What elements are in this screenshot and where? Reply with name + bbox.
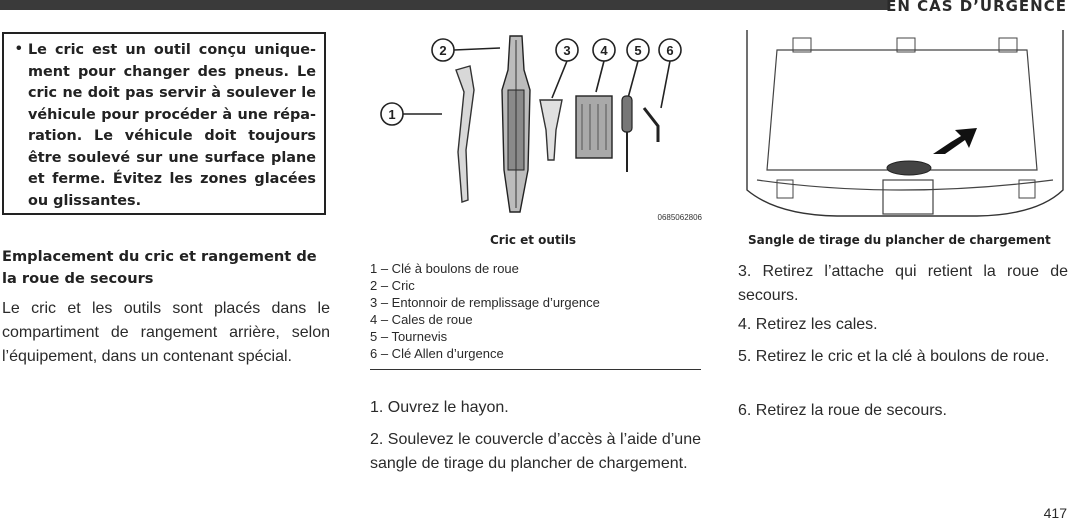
section-paragraph: Le cric et les outils sont placés dans le compartiment de rangement arrière, selon l’équipement, dans un contenant spécial.: [2, 300, 330, 365]
section-title: EN CAS D’URGENCE: [886, 0, 1067, 15]
callout-3: 3: [563, 43, 571, 58]
jack-tools-illustration: [370, 30, 704, 226]
legend-item: 2 – Cric: [370, 278, 415, 293]
figure2-caption: Sangle de tirage du plancher de chargement: [748, 233, 1051, 247]
callout-2: 2: [439, 43, 447, 58]
legend-item: 6 – Clé Allen d’urgence: [370, 346, 504, 361]
callout-5: 5: [634, 43, 642, 58]
legend-item: 5 – Tournevis: [370, 329, 448, 344]
divider: [370, 369, 701, 370]
figure-code: 0685062806: [657, 213, 702, 222]
figure1-caption: Cric et outils: [490, 233, 577, 247]
cargo-floor-illustration: [737, 30, 1071, 220]
callout-4: 4: [600, 43, 608, 58]
tool-legend: [370, 260, 600, 362]
callout-1: 1: [388, 107, 396, 122]
page-number: 417: [1043, 505, 1067, 521]
header-bar: [0, 0, 888, 10]
legend-item: 1 – Clé à boulons de roue: [370, 261, 519, 276]
legend-item: 4 – Cales de roue: [370, 312, 473, 327]
step-4: 4. Retirez les cales.: [738, 316, 878, 333]
step-2: 2. Soulevez le couvercle d’accès à l’aide d’une sangle de tirage du plancher de chargement.: [370, 431, 701, 472]
step-1: 1. Ouvrez le hayon.: [370, 399, 509, 416]
section-heading: Emplacement du cric et rangement de la roue de secours: [2, 248, 317, 287]
legend-item: 3 – Entonnoir de remplissage d’urgence: [370, 295, 600, 310]
bullet-icon: •: [16, 40, 22, 57]
callout-6: 6: [666, 43, 674, 58]
step-6: 6. Retirez la roue de secours.: [738, 402, 947, 419]
warning-box: [2, 32, 326, 215]
step-3: 3. Retirez l’attache qui retient la roue de secours.: [738, 263, 1068, 304]
step-5: 5. Retirez le cric et la clé à boulons de roue.: [738, 348, 1050, 365]
warning-text: Le cric est un outil conçu unique-ment pour changer des pneus. Le cric ne doit pas servir à soulever le véhicule pour procéder à une répa-ration. Le véhicule doit toujours être soulevé sur une surface plane et ferme. Évitez les zones glacées ou glissantes.: [28, 42, 316, 209]
